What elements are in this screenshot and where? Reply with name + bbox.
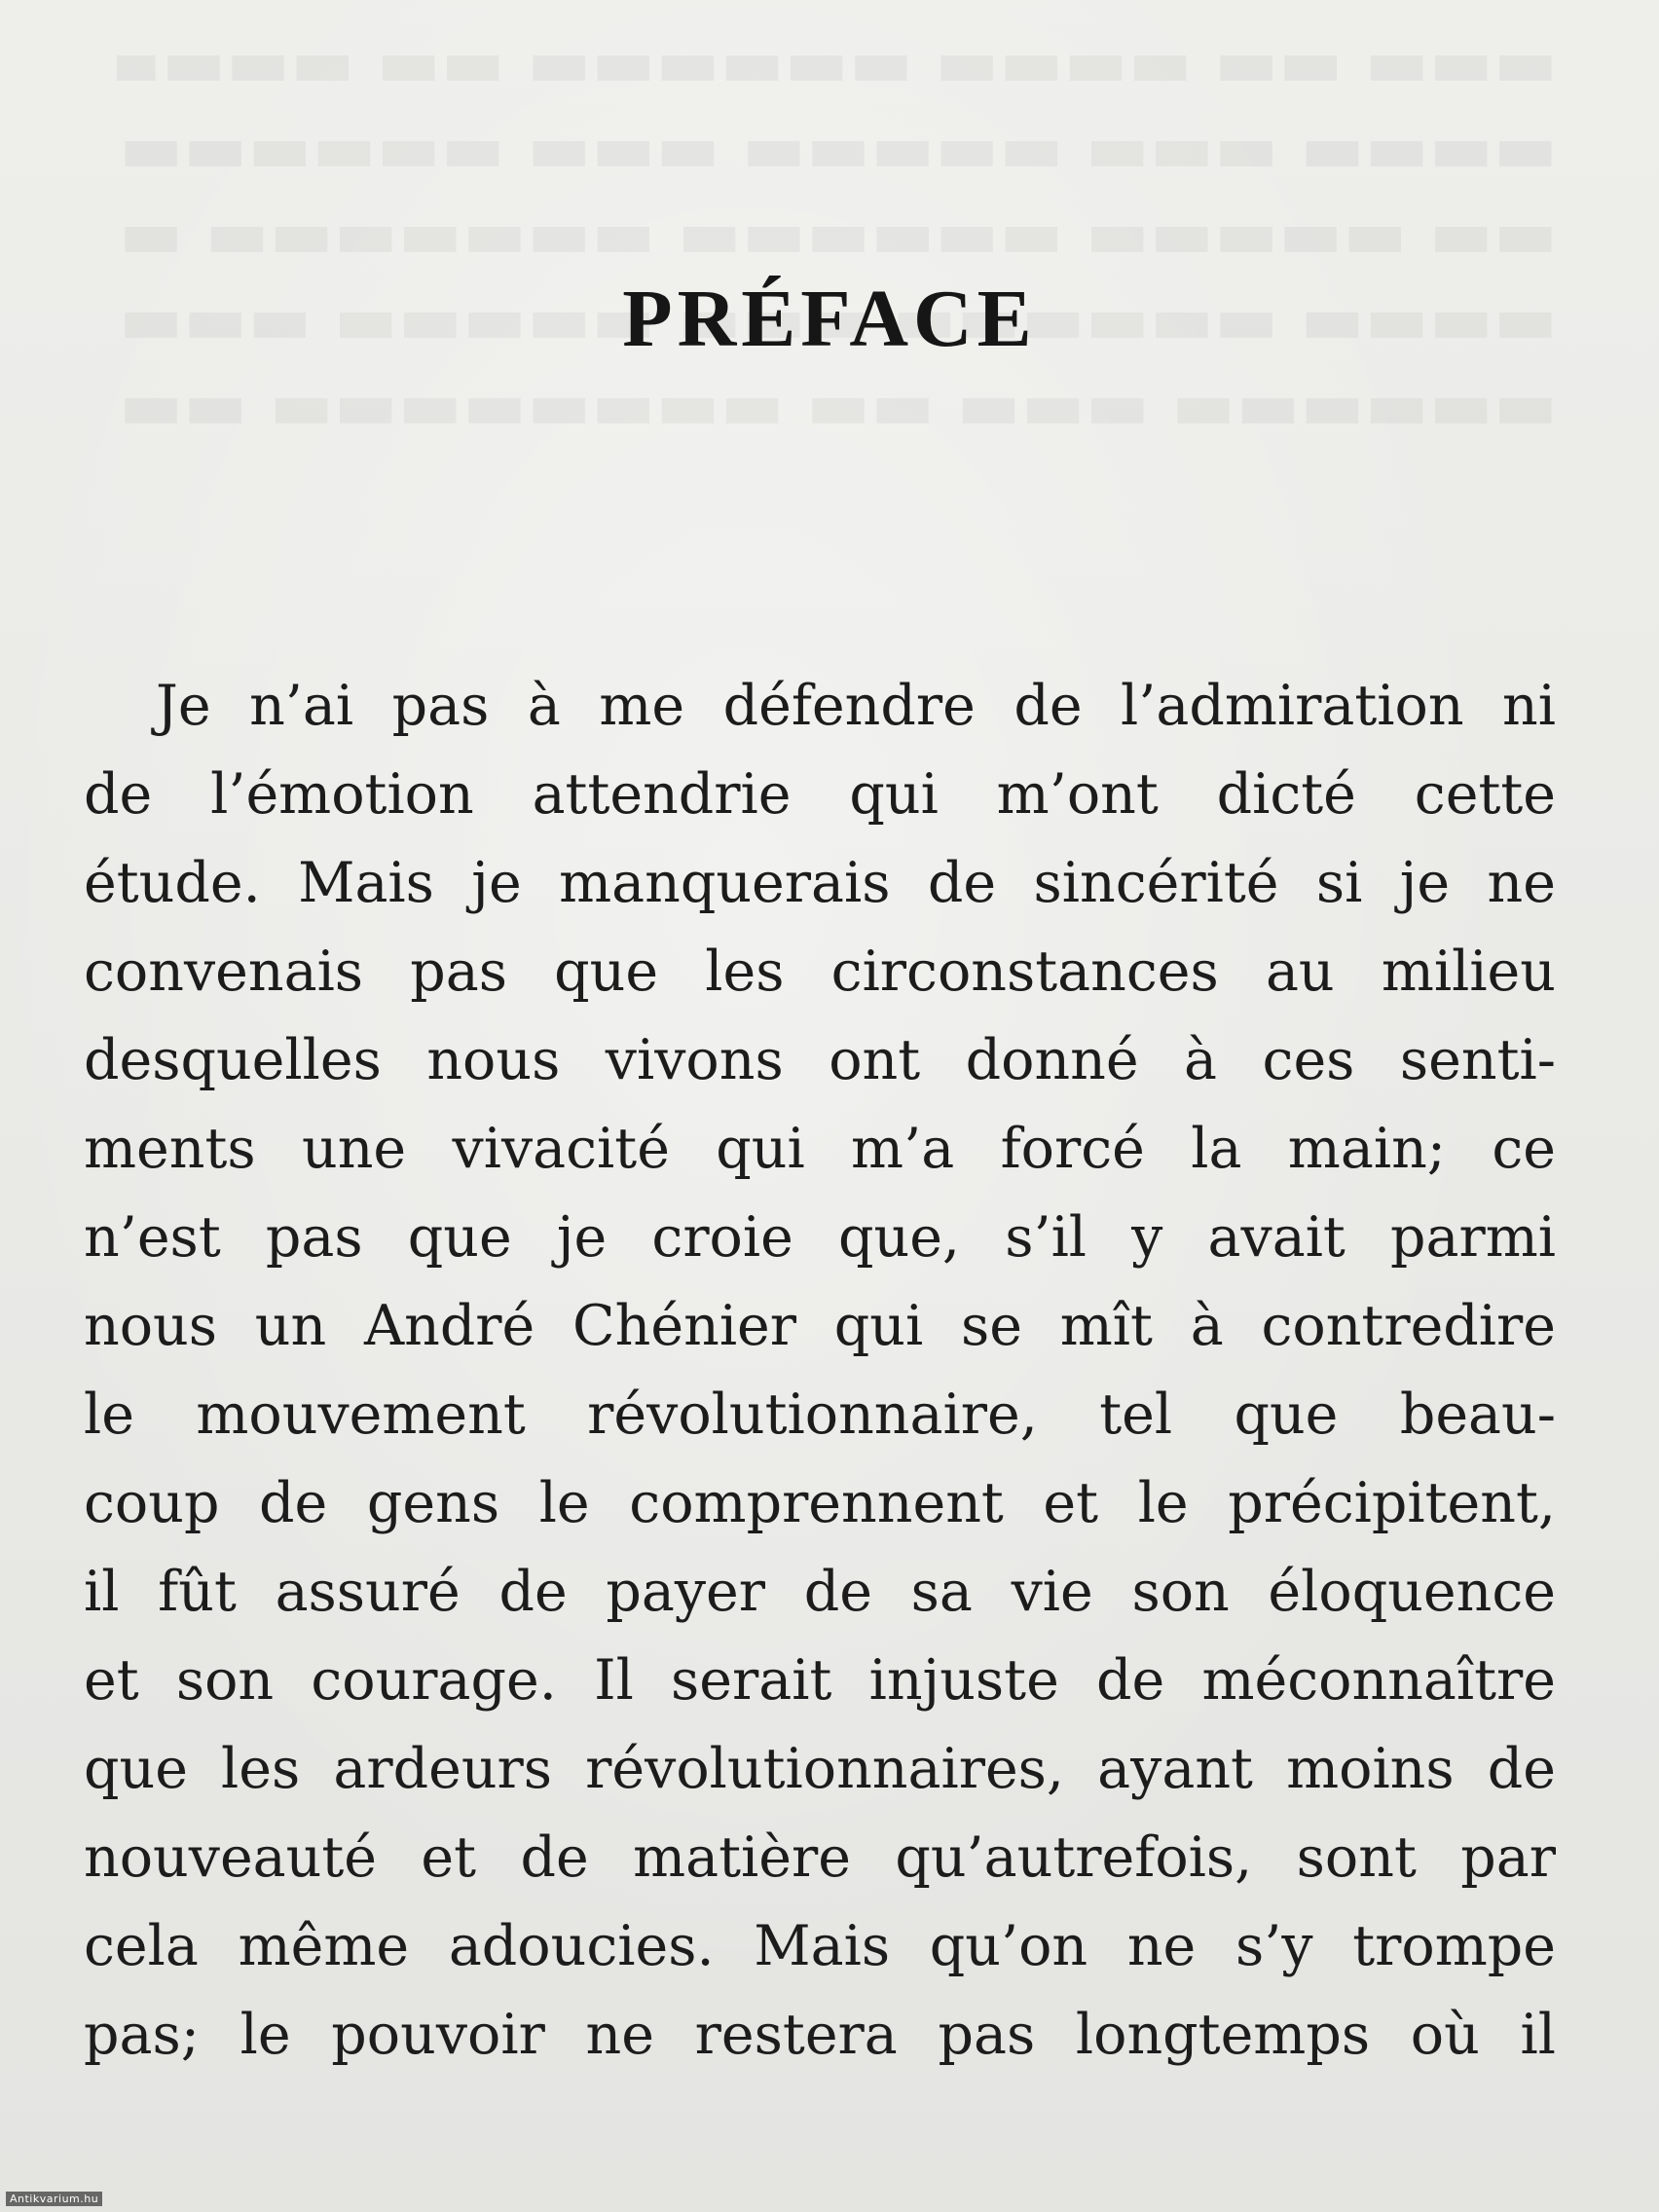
preface-paragraph [84,662,1556,2080]
text-line: cela même adoucies. Mais qu’on ne s’y trompe [84,1914,1556,1978]
text-line: n’est pas que je croie que, s’il y avait parmi [84,1205,1556,1270]
text-line: nouveauté et de matière qu’autrefois, sont par [84,1825,1556,1890]
watermark: Antikvarium.hu [6,2192,102,2206]
text-line: nous un André Chénier qui se mît à contredire [84,1294,1556,1358]
text-line: le mouvement révolutionnaire, tel que beau- [84,1382,1556,1447]
text-line: desquelles nous vivons ont donné à ces senti- [84,1028,1556,1092]
page-title: PRÉFACE [622,274,1037,365]
text-line: il fût assuré de payer de sa vie son éloquence [84,1560,1556,1624]
text-line: pas; le pouvoir ne restera pas longtemps où il [84,2003,1556,2067]
text-line: Je n’ai pas à me défendre de l’admiration ni [156,674,1556,738]
text-line: ments une vivacité qui m’a forcé la main; ce [84,1117,1556,1181]
text-line: de l’émotion attendrie qui m’ont dicté cette [84,762,1556,827]
text-line: et son courage. Il serait injuste de méconnaître [84,1648,1556,1713]
text-line: étude. Mais je manquerais de sincérité si je ne [84,851,1556,915]
text-line: que les ardeurs révolutionnaires, ayant moins de [84,1737,1556,1801]
text-line: convenais pas que les circonstances au milieu [84,940,1556,1004]
text-line: coup de gens le comprennent et le précipitent, [84,1471,1556,1535]
